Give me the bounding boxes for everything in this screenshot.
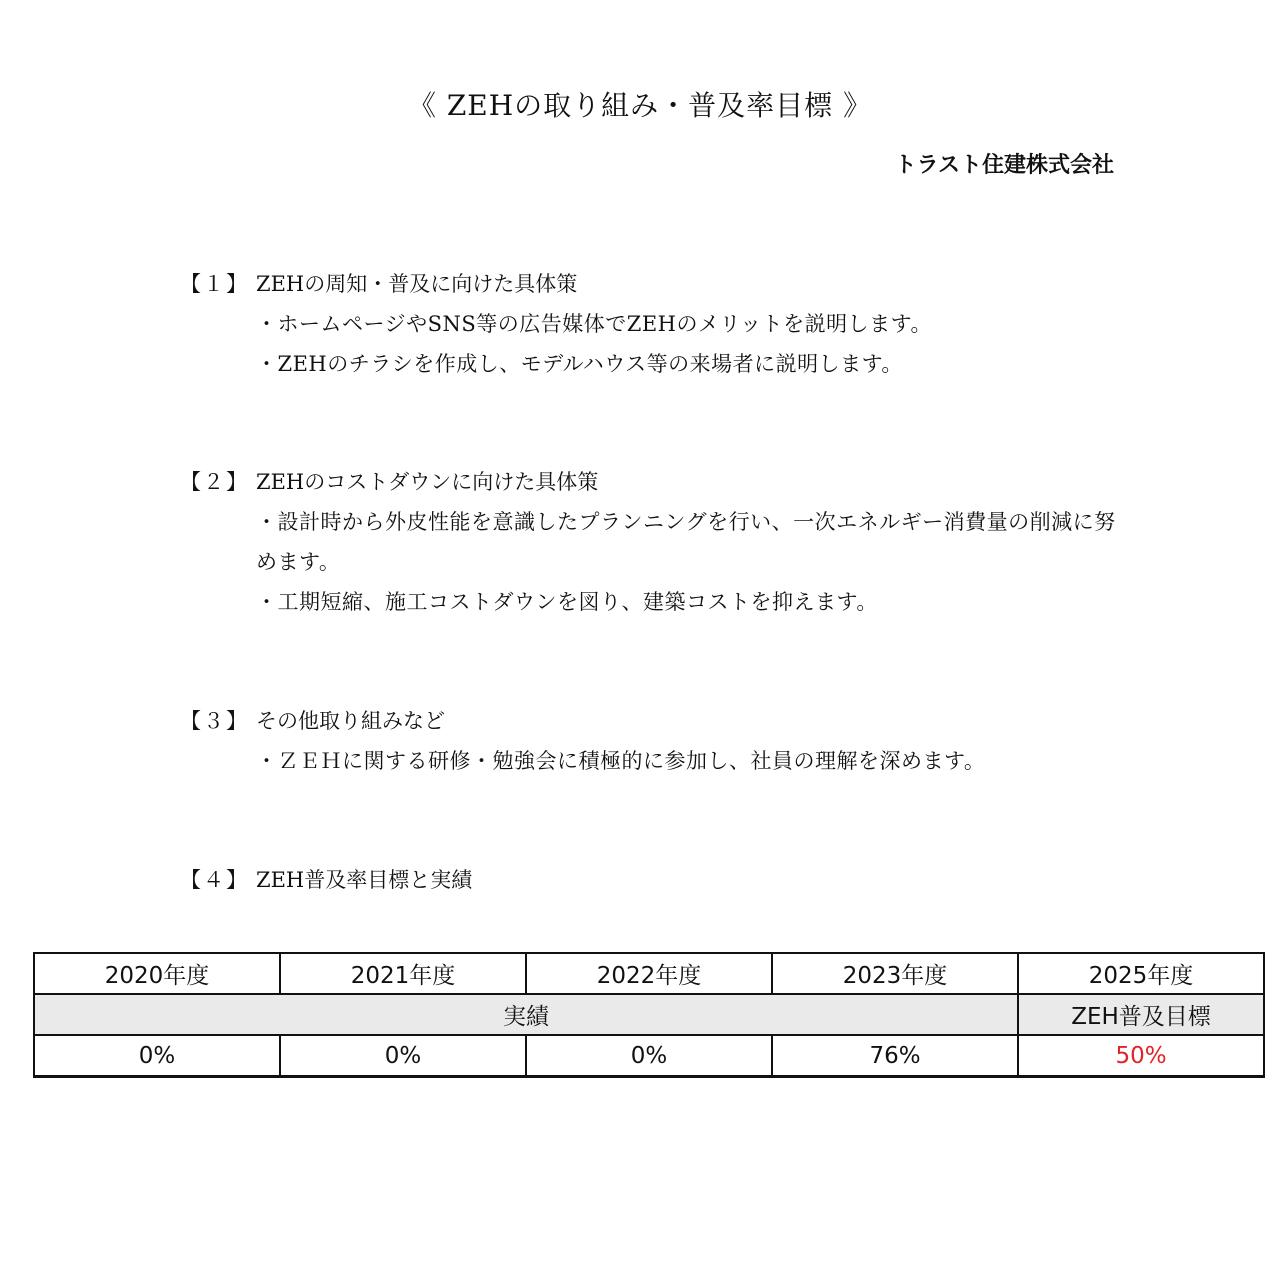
section-number: 【４】 xyxy=(180,868,249,892)
section-heading xyxy=(180,860,1120,900)
section-number: 【２】 xyxy=(180,470,249,494)
year-cell: 2020年度 xyxy=(34,953,280,994)
actual-label-cell: 実績 xyxy=(34,994,1018,1035)
value-cell: 0% xyxy=(526,1035,772,1077)
value-cell: 0% xyxy=(34,1035,280,1077)
section-items xyxy=(180,502,1120,622)
target-label-cell: ZEH普及目標 xyxy=(1018,994,1264,1035)
target-value-cell: 50% xyxy=(1018,1035,1264,1077)
table-row-years xyxy=(34,953,1264,994)
list-item: ・ホームページやSNS等の広告媒体でZEHのメリットを説明します。 xyxy=(256,312,932,336)
company-name: トラスト住建株式会社 xyxy=(894,153,1114,178)
section-heading xyxy=(180,701,1120,741)
section-title: その他取り組みなど xyxy=(256,709,445,733)
section-4 xyxy=(180,860,1120,900)
year-cell: 2021年度 xyxy=(280,953,526,994)
section-3 xyxy=(180,701,1120,781)
section-heading xyxy=(180,264,1120,304)
section-heading xyxy=(180,462,1120,502)
year-cell: 2023年度 xyxy=(772,953,1018,994)
list-item: ・設計時から外皮性能を意識したプランニングを行い、一次エネルギー消費量の削減に努めます。 xyxy=(256,510,1116,574)
table-row-values xyxy=(34,1035,1264,1077)
list-item: ・ZEHのチラシを作成し、モデルハウス等の来場者に説明します。 xyxy=(256,352,903,376)
list-item: ・ＺＥＨに関する研修・勉強会に積極的に参加し、社員の理解を深めます。 xyxy=(256,749,986,773)
section-title: ZEHの周知・普及に向けた具体策 xyxy=(256,272,578,296)
page-title: 《 ZEHの取り組み・普及率目標 》 xyxy=(407,89,873,122)
section-items xyxy=(180,741,1120,781)
section-number: 【１】 xyxy=(180,272,249,296)
value-cell: 0% xyxy=(280,1035,526,1077)
list-item: ・工期短縮、施工コストダウンを図り、建築コストを抑えます。 xyxy=(256,590,878,614)
section-1 xyxy=(180,264,1120,384)
section-number: 【３】 xyxy=(180,709,249,733)
section-title: ZEH普及率目標と実績 xyxy=(256,868,473,892)
section-title: ZEHのコストダウンに向けた具体策 xyxy=(256,470,599,494)
year-cell: 2022年度 xyxy=(526,953,772,994)
value-cell: 76% xyxy=(772,1035,1018,1077)
section-2 xyxy=(180,462,1120,622)
year-cell: 2025年度 xyxy=(1018,953,1264,994)
section-items xyxy=(180,304,1120,384)
zeh-results-table xyxy=(33,952,1265,1078)
table-row-labels xyxy=(34,994,1264,1035)
